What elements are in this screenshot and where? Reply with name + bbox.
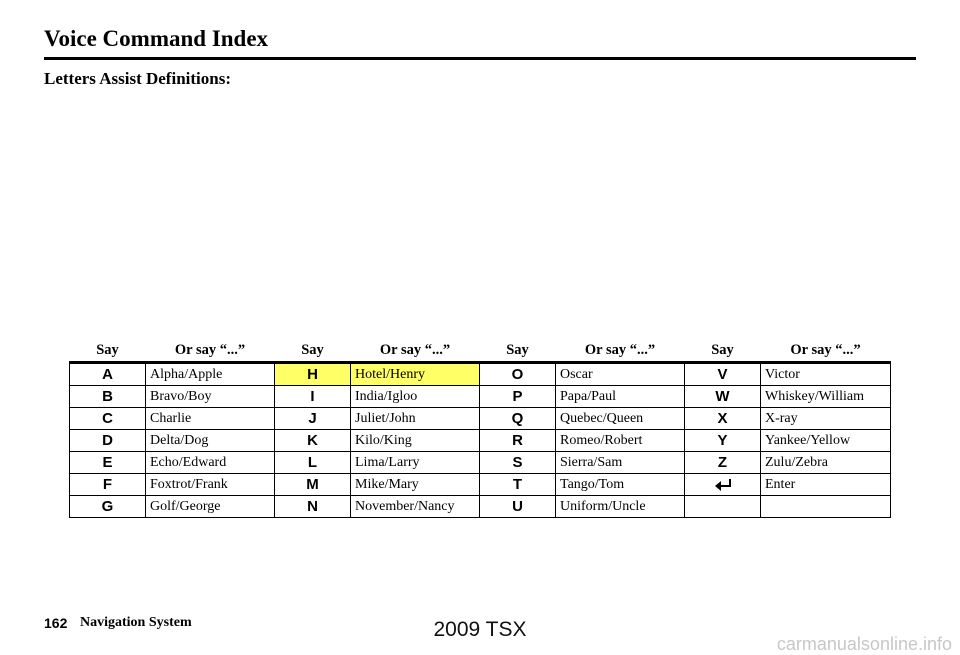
letter-cell: V	[685, 363, 761, 386]
table-row	[70, 430, 891, 452]
phonetic-word-cell: Kilo/King	[351, 430, 480, 452]
phonetic-word-cell: Lima/Larry	[351, 452, 480, 474]
phonetic-word-cell: Foxtrot/Frank	[146, 474, 275, 496]
letter-cell: A	[70, 363, 146, 386]
column-header: Say	[275, 339, 351, 363]
column-header: Say	[685, 339, 761, 363]
phonetic-word-cell: Mike/Mary	[351, 474, 480, 496]
phonetic-word-cell: Golf/George	[146, 496, 275, 518]
phonetic-word-cell: Hotel/Henry	[351, 363, 480, 386]
table-row	[70, 363, 891, 386]
letter-cell: J	[275, 408, 351, 430]
phonetic-word-cell: Quebec/Queen	[556, 408, 685, 430]
title-rule	[44, 57, 916, 60]
letter-cell: F	[70, 474, 146, 496]
phonetic-word-cell: Bravo/Boy	[146, 386, 275, 408]
phonetic-word-cell: X-ray	[761, 408, 891, 430]
phonetic-word-cell: Papa/Paul	[556, 386, 685, 408]
letter-cell: T	[480, 474, 556, 496]
footer-section-name: Navigation System	[80, 615, 192, 630]
table-row	[70, 408, 891, 430]
letter-cell: M	[275, 474, 351, 496]
letter-cell: E	[70, 452, 146, 474]
page-title: Voice Command Index	[44, 26, 269, 51]
letter-cell: I	[275, 386, 351, 408]
letter-cell: H	[275, 363, 351, 386]
phonetic-word-cell: November/Nancy	[351, 496, 480, 518]
column-header: Say	[70, 339, 146, 363]
phonetic-word-cell: Sierra/Sam	[556, 452, 685, 474]
letter-cell: O	[480, 363, 556, 386]
phonetic-word-cell: Yankee/Yellow	[761, 430, 891, 452]
table-row	[70, 496, 891, 518]
phonetic-word-cell: Romeo/Robert	[556, 430, 685, 452]
letter-cell: G	[70, 496, 146, 518]
phonetic-word-cell: Tango/Tom	[556, 474, 685, 496]
phonetic-word-cell: Alpha/Apple	[146, 363, 275, 386]
letter-cell: S	[480, 452, 556, 474]
table-row	[70, 386, 891, 408]
letter-cell: L	[275, 452, 351, 474]
letter-cell: R	[480, 430, 556, 452]
letter-cell	[685, 496, 761, 518]
phonetic-word-cell	[761, 496, 891, 518]
phonetic-word-cell: Juliet/John	[351, 408, 480, 430]
phonetic-word-cell: Uniform/Uncle	[556, 496, 685, 518]
phonetic-word-cell: Oscar	[556, 363, 685, 386]
letter-cell: K	[275, 430, 351, 452]
phonetic-word-cell: India/Igloo	[351, 386, 480, 408]
letter-cell: X	[685, 408, 761, 430]
column-header: Or say “...”	[351, 339, 480, 363]
letter-cell: Q	[480, 408, 556, 430]
phonetic-word-cell: Whiskey/William	[761, 386, 891, 408]
letter-cell: C	[70, 408, 146, 430]
page-number: 162	[44, 615, 68, 631]
column-header: Or say “...”	[556, 339, 685, 363]
site-watermark: carmanualsonline.info	[776, 634, 952, 654]
letter-cell: Z	[685, 452, 761, 474]
column-header: Say	[480, 339, 556, 363]
section-heading: Letters Assist Definitions:	[44, 69, 231, 88]
model-watermark: 2009 TSX	[433, 618, 527, 641]
letter-cell: P	[480, 386, 556, 408]
letters-assist-table	[69, 339, 891, 518]
table-row	[70, 452, 891, 474]
phonetic-word-cell: Victor	[761, 363, 891, 386]
letter-cell	[685, 474, 761, 496]
letter-cell: B	[70, 386, 146, 408]
column-header: Or say “...”	[761, 339, 891, 363]
letter-cell: U	[480, 496, 556, 518]
table-row	[70, 474, 891, 496]
phonetic-word-cell: Delta/Dog	[146, 430, 275, 452]
phonetic-word-cell: Charlie	[146, 408, 275, 430]
table-header-row	[70, 339, 891, 363]
phonetic-word-cell: Echo/Edward	[146, 452, 275, 474]
letter-cell: W	[685, 386, 761, 408]
phonetic-word-cell: Zulu/Zebra	[761, 452, 891, 474]
letter-cell: N	[275, 496, 351, 518]
column-header: Or say “...”	[146, 339, 275, 363]
enter-arrow-icon	[713, 478, 733, 492]
phonetic-word-cell: Enter	[761, 474, 891, 496]
letter-cell: Y	[685, 430, 761, 452]
letter-cell: D	[70, 430, 146, 452]
